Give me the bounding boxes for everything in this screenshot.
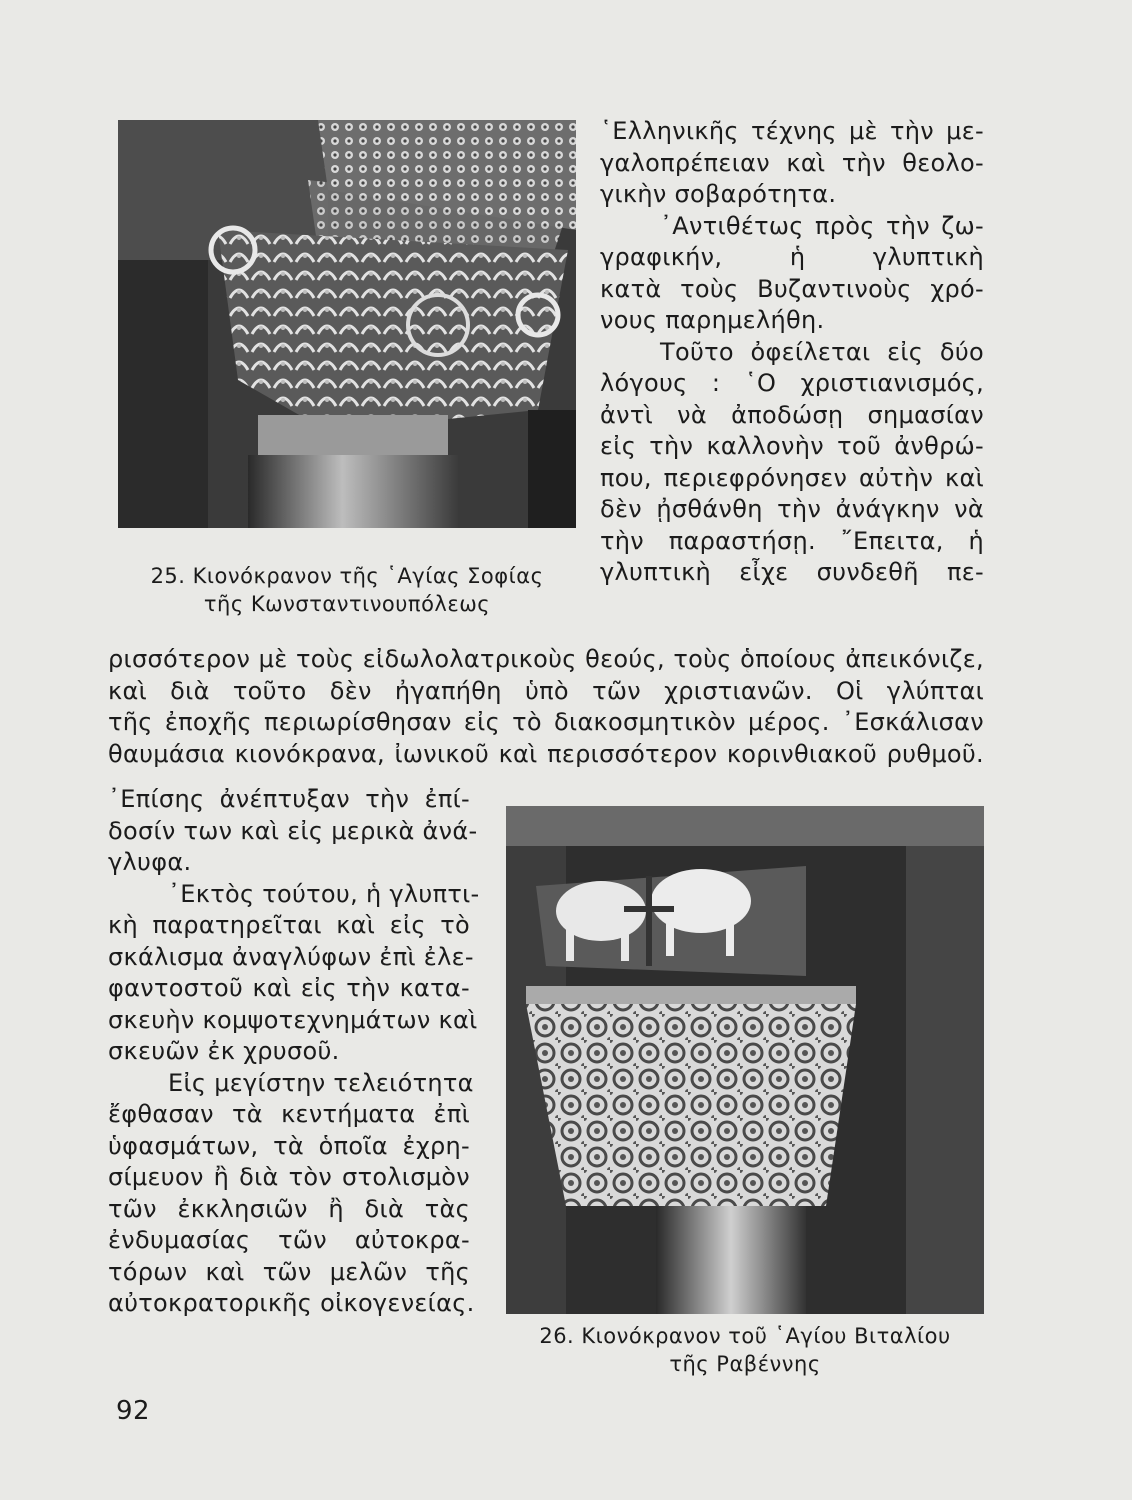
figure-25-caption-line: 25. Κιονόκρανον τῆς ῾Αγίας Σοφίας bbox=[150, 564, 544, 588]
text-line: λόγους : ῾Ο χριστιανισμός, bbox=[600, 369, 984, 397]
text-line: γλυπτικὴ εἶχε συνδεθῆ πε- bbox=[600, 558, 984, 586]
text-line: ᾿Εκτὸς τούτου, ἡ γλυπτι- bbox=[168, 879, 480, 908]
figure-26-caption bbox=[506, 1322, 984, 1378]
text-line: θαυμάσια κιονόκρανα, ἰωνικοῦ καὶ περισσότερον κορινθιακοῦ ρυθμοῦ. bbox=[108, 739, 984, 768]
capital-san-vitale-image bbox=[506, 806, 984, 1314]
figure-25-caption bbox=[118, 562, 576, 618]
text-line: γλυφα. bbox=[108, 848, 192, 876]
text-line: που, περιεφρόνησεν αὐτὴν καὶ bbox=[600, 463, 984, 492]
text-line: τὴν παραστήσῃ. ῎Επειτα, ἡ bbox=[600, 526, 984, 555]
text-line: γικὴν σοβαρότητα. bbox=[600, 180, 837, 208]
text-line: Εἰς μεγίστην τελειότητα bbox=[168, 1068, 474, 1097]
text-line: ῾Ελληνικῆς τέχνης μὲ τὴν με- bbox=[600, 117, 984, 145]
figure-25-caption-line: τῆς Κωνσταντινουπόλεως bbox=[203, 592, 491, 616]
text-line: φαντοστοῦ καὶ εἰς τὴν κατα- bbox=[108, 974, 470, 1002]
text-line: καὶ διὰ τοῦτο δὲν ἠγαπήθη ὑπὸ τῶν χριστιανῶν. Οἱ γλύπται bbox=[108, 676, 984, 705]
text-line: ὑφασμάτων, τὰ ὁποῖα ἐχρη- bbox=[108, 1131, 470, 1160]
text-line: τῆς ἐποχῆς περιωρίσθησαν εἰς τὸ διακοσμητικὸν μέρος. ᾿Εσκάλισαν bbox=[108, 708, 984, 736]
page-number: 92 bbox=[116, 1396, 151, 1426]
full-width-text bbox=[108, 644, 984, 770]
text-line: γαλοπρέπειαν καὶ τὴν θεολο- bbox=[600, 148, 984, 177]
text-line: κατὰ τοὺς Βυζαντινοὺς χρό- bbox=[600, 274, 984, 303]
text-line: τόρων καὶ τῶν μελῶν τῆς bbox=[108, 1257, 470, 1286]
text-line: γραφικήν, ἡ γλυπτικὴ bbox=[600, 243, 984, 271]
figure-26-caption-line: τῆς Ραβέννης bbox=[669, 1352, 821, 1376]
text-line: ᾿Αντιθέτως πρὸς τὴν ζω- bbox=[660, 211, 984, 240]
figure-26-caption-line: 26. Κιονόκρανον τοῦ ῾Αγίου Βιταλίου bbox=[539, 1324, 951, 1348]
text-line: σκευὴν κομψοτεχνημάτων καὶ bbox=[108, 1005, 478, 1034]
text-line: τῶν ἐκκλησιῶν ἢ διὰ τὰς bbox=[108, 1194, 470, 1223]
figure-26-photo bbox=[506, 806, 984, 1314]
text-line: εἰς τὴν καλλονὴν τοῦ ἀνθρώ- bbox=[600, 432, 984, 460]
text-line: ἀντὶ νὰ ἀποδώσῃ σημασίαν bbox=[600, 400, 984, 429]
text-line: σίμευον ἢ διὰ τὸν στολισμὸν bbox=[108, 1163, 470, 1191]
text-line: ρισσότερον μὲ τοὺς εἰδωλολατρικοὺς θεούς, τοὺς ὁποίους ἀπεικόνιζε, bbox=[108, 645, 984, 673]
right-column-text bbox=[600, 116, 984, 589]
figure-25-photo bbox=[118, 120, 576, 528]
text-line: νους παρημελήθη. bbox=[600, 306, 825, 334]
capital-hagia-sophia-image bbox=[118, 120, 576, 528]
text-line: ᾿Επίσης ἀνέπτυξαν τὴν ἐπί- bbox=[108, 785, 470, 813]
text-line: ἐνδυμασίας τῶν αὐτοκρα- bbox=[108, 1226, 470, 1254]
text-line: Τοῦτο ὀφείλεται εἰς δύο bbox=[660, 337, 984, 366]
text-line: δὲν ᾐσθάνθη τὴν ἀνάγκην νὰ bbox=[600, 495, 984, 523]
text-line: ἔφθασαν τὰ κεντήματα ἐπὶ bbox=[108, 1100, 470, 1128]
text-line: κὴ παρατηρεῖται καὶ εἰς τὸ bbox=[108, 911, 470, 939]
left-column-text bbox=[108, 784, 480, 1320]
text-line: σκευῶν ἐκ χρυσοῦ. bbox=[108, 1037, 340, 1065]
text-line: σκάλισμα ἀναγλύφων ἐπὶ ἐλε- bbox=[108, 942, 474, 971]
text-line: δοσίν των καὶ εἰς μερικὰ ἀνά- bbox=[108, 816, 478, 845]
text-line: αὐτοκρατορικῆς οἰκογενείας. bbox=[108, 1289, 475, 1317]
